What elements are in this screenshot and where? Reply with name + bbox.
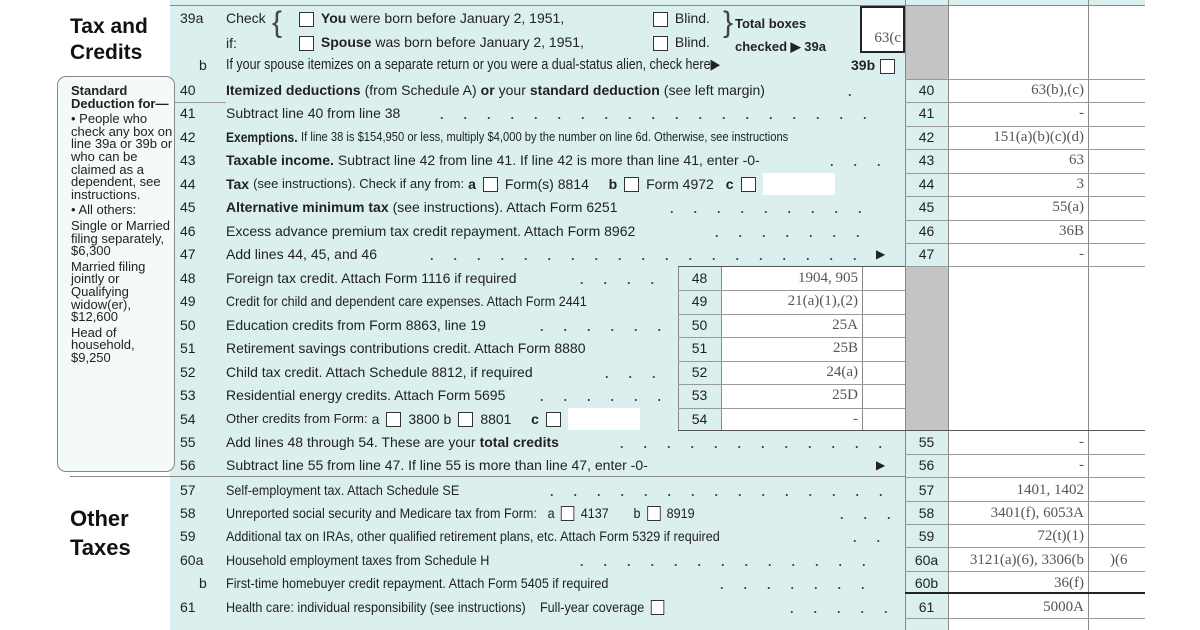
- total-boxes-label: Total boxes checked ▶ 39a: [735, 16, 826, 54]
- form-line-58: [0, 502, 1084, 524]
- dot-leader: [660, 210, 880, 214]
- line-number: 44: [180, 176, 196, 192]
- amount-field[interactable]: 3401(f), 6053A: [990, 505, 1084, 521]
- line-description: Residential energy credits. Attach Form 5695: [226, 387, 506, 403]
- form-line-45: [0, 196, 1084, 218]
- dot-leader: [820, 163, 882, 167]
- dot-leader: [595, 375, 670, 379]
- line-description: Taxable income. Subtract line 42 from line 41. If line 42 is more than line 41, enter -0-: [226, 152, 760, 168]
- line-number: 49: [180, 293, 196, 309]
- amount-field[interactable]: 63: [1069, 152, 1084, 168]
- line-number: 52: [180, 364, 196, 380]
- line-number: 45: [180, 199, 196, 215]
- form-line-57: [0, 479, 1084, 501]
- line-description: Subtract line 55 from line 47. If line 55 is more than line 47, enter -0-: [226, 457, 648, 473]
- form-8919-checkbox[interactable]: [647, 506, 661, 521]
- cents-field[interactable]: )(6: [1110, 552, 1128, 568]
- right-line-number: 57: [918, 482, 935, 498]
- line-description: Health care: individual responsibility (see instructions) Full-year coverage: [226, 596, 667, 618]
- line-54c-input[interactable]: [568, 408, 640, 430]
- amount-field[interactable]: 36B: [1058, 223, 1084, 239]
- dot-leader: [570, 563, 885, 567]
- blind-label: Blind.: [674, 34, 710, 50]
- right-line-number: 43: [918, 152, 935, 168]
- brace: }: [723, 6, 734, 39]
- form-line-48: [0, 267, 905, 289]
- form-line-42: [0, 126, 1084, 148]
- line-number: 39a: [180, 10, 204, 26]
- form-line-53: [0, 384, 905, 406]
- inner-line-number: 51: [691, 340, 708, 356]
- dot-leader: [420, 257, 860, 261]
- dot-leader: [540, 493, 885, 497]
- section-title-other-taxes: Other Taxes: [70, 506, 131, 560]
- dot-leader: [530, 328, 670, 332]
- form-line-40: [0, 79, 1084, 101]
- dot-leader: [710, 586, 885, 590]
- inner-line-number: 54: [691, 411, 708, 427]
- spouse-born-before-row: Spouse was born before January 2, 1951,: [296, 34, 584, 51]
- form-line-47: [0, 243, 1084, 265]
- line-44c-checkbox[interactable]: [741, 177, 756, 192]
- right-line-number: 59: [918, 528, 935, 544]
- line-description: Alternative minimum tax (see instructions). Attach Form 6251: [226, 199, 618, 215]
- line-description: Self-employment tax. Attach Schedule SE: [226, 482, 460, 498]
- line-description: Subtract line 40 from line 38: [226, 105, 401, 121]
- line-number: 42: [180, 129, 196, 145]
- line-number: 50: [180, 317, 196, 333]
- amount-field[interactable]: -: [1079, 105, 1084, 121]
- form-line-41: [0, 102, 1084, 124]
- amount-field[interactable]: 25B: [832, 340, 858, 356]
- form-line-61: [0, 596, 1084, 618]
- line-number: 54: [180, 411, 196, 427]
- line-description: Child tax credit. Attach Schedule 8812, if required: [226, 364, 533, 380]
- line-44c-input[interactable]: [763, 173, 835, 195]
- right-line-number: 61: [918, 599, 935, 615]
- blind-label: Blind.: [674, 10, 710, 26]
- amount-field[interactable]: 1904, 905: [798, 270, 858, 286]
- inner-line-number: 49: [691, 293, 708, 309]
- line-description: Unreported social security and Medicare tax from Form: a 4137 b 8919: [226, 505, 695, 521]
- shaded-cell: [905, 266, 948, 430]
- form-4972-checkbox[interactable]: [624, 177, 639, 192]
- line-description: Credit for child and dependent care expenses. Attach Form 2441: [226, 293, 587, 309]
- line-54c-checkbox[interactable]: [546, 412, 561, 427]
- amount-field[interactable]: 25A: [832, 317, 858, 333]
- line-number: 61: [180, 599, 196, 615]
- line-description: Add lines 44, 45, and 46: [226, 246, 378, 262]
- amount-field[interactable]: 24(a): [826, 364, 858, 380]
- line-38-strip: [170, 0, 1145, 6]
- line-number: 47: [180, 246, 196, 262]
- right-line-number: 60b: [914, 575, 939, 591]
- check-label: Check: [226, 10, 266, 26]
- amount-field[interactable]: 25D: [832, 387, 858, 403]
- line-description: Add lines 48 through 54. These are your total credits: [226, 434, 559, 450]
- line-description: Household employment taxes from Schedule H: [226, 552, 490, 568]
- amount-field[interactable]: 36(f): [1054, 575, 1084, 591]
- line-description: Itemized deductions (from Schedule A) or your standard deduction (see left margin): [226, 82, 765, 98]
- inner-line-number: 50: [691, 317, 708, 333]
- amount-field[interactable]: -: [1079, 434, 1084, 450]
- line-number: 41: [180, 105, 196, 121]
- line-number: 57: [180, 482, 196, 498]
- dot-leader: [838, 93, 860, 97]
- line-number: 59: [180, 528, 196, 544]
- right-line-number: 60a: [914, 552, 939, 568]
- dot-leader: [610, 445, 885, 449]
- you-born-checkbox[interactable]: [299, 12, 314, 27]
- line-number: 53: [180, 387, 196, 403]
- form-line-49: [0, 290, 905, 312]
- right-line-number: 41: [918, 105, 935, 121]
- dot-leader: [843, 539, 883, 543]
- right-line-number: 58: [918, 505, 935, 521]
- right-line-number: 47: [918, 246, 935, 262]
- inner-line-number: 52: [691, 364, 708, 380]
- amount-field[interactable]: 72(t)(1): [1037, 528, 1084, 544]
- standard-deduction-note: Standard Deduction for— • People who check any box on line 39a or 39b or who can be claimed as a dependent, see instructions. • All others: Single or Married filing separately, $6,300 Married filing jointly or Qualifying widow(er), $12,600 Head of household, $9,250: [57, 76, 175, 472]
- right-line-number: 56: [918, 457, 935, 473]
- line-description: Additional tax on IRAs, other qualified retirement plans, etc. Attach Form 5329 if required: [226, 528, 720, 544]
- amount-field[interactable]: 21(a)(1),(2): [787, 293, 858, 309]
- form-line-44: [0, 173, 1084, 195]
- amount-field[interactable]: 55(a): [1052, 199, 1084, 215]
- if-label: if:: [226, 35, 237, 51]
- line-number: 40: [180, 82, 196, 98]
- line-39b-text: If your spouse itemizes on a separate return or you were a dual-status alien, check here▶: [226, 57, 721, 73]
- dot-leader: [705, 234, 880, 238]
- amount-field[interactable]: -: [1079, 457, 1084, 473]
- form-line-56: [0, 454, 1084, 476]
- shaded-cell: [905, 6, 948, 80]
- form-line-54: [0, 408, 905, 430]
- line-number: 58: [180, 505, 196, 521]
- form-3800-checkbox[interactable]: [386, 412, 401, 427]
- amount-field[interactable]: -: [1079, 246, 1084, 262]
- line-number: b: [199, 57, 207, 73]
- form-4137-checkbox[interactable]: [561, 506, 575, 521]
- right-line-number: 40: [918, 82, 935, 98]
- inner-line-number: 53: [691, 387, 708, 403]
- line-description: Education credits from Form 8863, line 19: [226, 317, 486, 333]
- line-number: b: [199, 575, 207, 591]
- right-line-number: 55: [918, 434, 935, 450]
- spouse-born-checkbox[interactable]: [299, 36, 314, 51]
- right-line-number: 45: [918, 199, 935, 215]
- dot-leader: [530, 398, 670, 402]
- line-description: First-time homebuyer credit repayment. Attach Form 5405 if required: [226, 575, 609, 591]
- line-number: 48: [180, 270, 196, 286]
- full-year-coverage-checkbox[interactable]: [651, 600, 665, 615]
- line-number: 60a: [180, 552, 204, 568]
- right-line-number: 42: [918, 129, 935, 145]
- you-blind-checkbox[interactable]: [653, 12, 668, 27]
- arrow-icon: ▶: [876, 247, 886, 261]
- line-number: 56: [180, 457, 196, 473]
- amount-field[interactable]: 1401, 1402: [1016, 482, 1084, 498]
- form-line-60a: [0, 549, 1128, 571]
- section-title-tax-credits: Tax and Credits: [70, 15, 148, 64]
- arrow-icon: ▶: [876, 458, 886, 472]
- dot-leader: [830, 516, 890, 520]
- line-number: 46: [180, 223, 196, 239]
- line-39b-label: 39b: [851, 57, 876, 73]
- amount-field[interactable]: -: [853, 411, 858, 427]
- line-number: 43: [180, 152, 196, 168]
- line-description: Foreign tax credit. Attach Form 1116 if required: [226, 270, 517, 286]
- line-description: Tax (see instructions). Check if any from: a Form(s) 8814 b Form 4972 c: [226, 173, 835, 195]
- line-39b-checkbox[interactable]: [880, 59, 895, 74]
- inner-line-number: 48: [691, 270, 708, 286]
- form-line-52: [0, 361, 905, 383]
- spouse-blind-checkbox[interactable]: [653, 36, 668, 51]
- amount-field[interactable]: 3: [1076, 176, 1084, 192]
- right-line-number: 46: [918, 223, 935, 239]
- line-description: Excess advance premium tax credit repayment. Attach Form 8962: [226, 223, 636, 239]
- brace: {: [272, 6, 283, 39]
- line-description: Retirement savings contributions credit. Attach Form 8880: [226, 340, 586, 356]
- line-number: 51: [180, 340, 196, 356]
- right-line-number: 44: [918, 176, 935, 192]
- line-number: 55: [180, 434, 196, 450]
- total-boxes-input[interactable]: 63(c: [860, 6, 905, 53]
- form-line-46: [0, 220, 1084, 242]
- amount-field[interactable]: 151(a)(b)(c)(d): [993, 129, 1084, 145]
- line-description: Exemptions. If line 38 is $154,950 or less, multiply $4,000 by the number on line 6d. Otherwise, see instructions: [226, 129, 789, 145]
- dot-leader: [570, 281, 670, 285]
- form-line-43: [0, 149, 1084, 171]
- dot-leader: [430, 116, 870, 120]
- form-line-60b: [0, 572, 1084, 594]
- amount-field[interactable]: 63(b),(c): [1031, 82, 1084, 98]
- form-line-51: [0, 337, 905, 359]
- form-line-59: [0, 525, 1084, 547]
- dot-leader: [780, 610, 890, 614]
- amount-field[interactable]: 3121(a)(6), 3306(b: [969, 552, 1084, 568]
- form-line-50: [0, 314, 905, 336]
- form-8801-checkbox[interactable]: [458, 412, 473, 427]
- amount-field[interactable]: 5000A: [1043, 599, 1084, 615]
- line-description: Other credits from Form: a 3800 b 8801 c: [226, 408, 640, 430]
- form-line-55: [0, 431, 1084, 453]
- form-8814-checkbox[interactable]: [483, 177, 498, 192]
- you-born-before-row: You were born before January 2, 1951,: [296, 10, 564, 27]
